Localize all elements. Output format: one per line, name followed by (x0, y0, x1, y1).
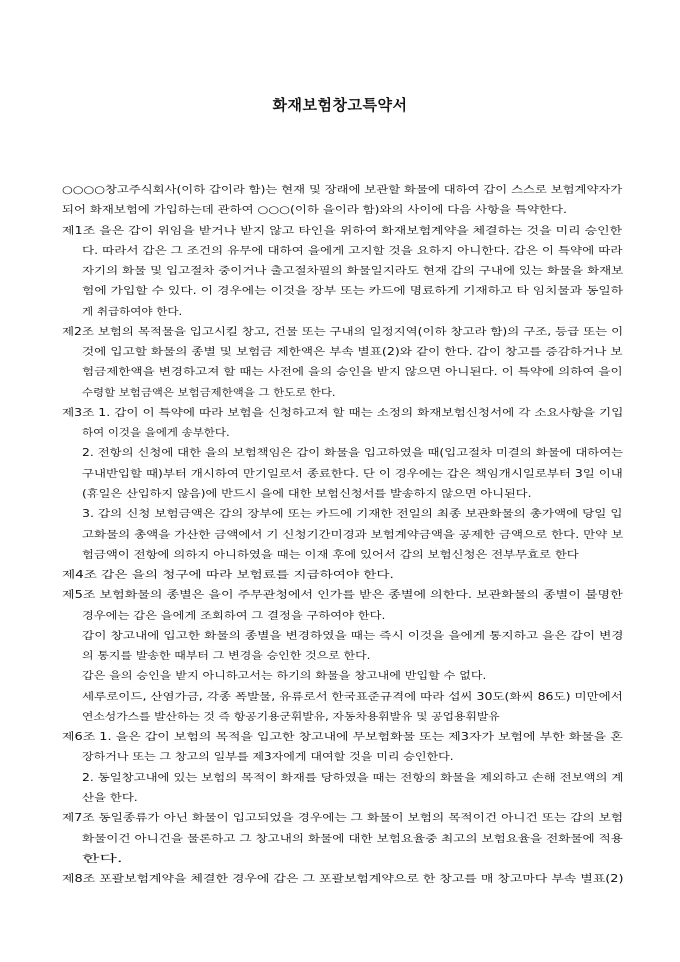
article-7-line-3: 한다. (82, 852, 123, 865)
article-3-line-1: 제3조 1. 갑이 이 특약에 따라 보험을 신청하고져 할 때는 소정의 화재보험신청서에 각 소요사항을 기입 (62, 406, 624, 419)
article-5-line-6: 세루로이드, 산염가금, 각종 폭발물, 유류로서 한국표준규격에 따라 섭씨 30도(화씨 86도) 미만에서 (82, 690, 623, 703)
intro-line-1: ○○○○창고주식회사(이하 갑이라 함)는 현재 및 장래에 보관할 화물에 대하여 갑이 스스로 보험계약자가 (62, 184, 623, 196)
article-5-line-2: 경우에는 갑은 을에게 조회하여 그 결정을 구하여야 한다. (82, 609, 386, 622)
article-1-line-2: 다. 따라서 갑은 그 조건의 유무에 대하여 을에게 고지할 것을 요하지 아니한다. 갑은 이 특약에 따라 (82, 244, 623, 257)
article-3-line-7: 고화물의 총액을 가산한 금액에서 기 신청기간미경과 보험계약금액을 공제한 금액으로 한다. 만약 보 (82, 528, 624, 541)
article-2-line-3: 험금제한액을 변경하고져 할 때는 사전에 을의 승인을 받지 않으면 아니된다. 이 특약에 의하여 을이 (82, 366, 623, 379)
article-2-line-2: 것에 입고할 화물의 종별 및 보험금 제한액은 부속 별표(2)와 같이 한다. 갑이 창고를 증감하거나 보 (82, 346, 623, 359)
article-5-line-5: 갑은 을의 승인을 받지 아니하고서는 하기의 화물을 창고내에 반입할 수 없다. (82, 670, 487, 683)
document-title: 화재보험창고특약서 (272, 96, 408, 114)
article-7-line-1: 제7조 동일종류가 아닌 화물이 입고되었을 경우에는 그 화물이 보험의 목적이건 아니건 또는 갑의 보험 (62, 812, 624, 825)
article-1-line-1: 제1조 을은 갑이 위임을 받거나 받지 않고 타인을 위하여 화재보험계약을 체결하는 것을 미리 승인한 (62, 224, 623, 237)
article-6-line-2: 장하거나 또는 그 창고의 일부를 제3자에게 대여할 것을 미리 승인한다. (82, 751, 454, 764)
article-5-line-3: 갑이 창고내에 입고한 화물의 종별을 변경하였을 때는 즉시 이것을 을에게 통지하고 을은 갑이 변경 (82, 629, 624, 642)
article-6-line-4: 산을 한다. (82, 791, 138, 804)
article-1-line-3: 자기의 화물 및 입고절차 중이거나 출고절차필의 화물일지라도 현재 갑의 구내에 있는 화물을 화재보 (82, 265, 624, 278)
article-1-line-4: 험에 가입할 수 있다. 이 경우에는 이것을 장부 또는 카드에 명료하게 기재하고 타 임치물과 동일하 (82, 285, 624, 298)
article-6-line-1: 제6조 1. 을은 갑이 보험의 목적을 입고한 창고내에 무보험화물 또는 제3자가 보험에 부한 화물을 혼 (62, 731, 623, 744)
article-3-line-5: (휴일은 산입하지 않음)에 반드시 을에 대한 보험신청서를 발송하지 않으면 아니된다. (82, 488, 532, 500)
article-5-line-4: 의 통지를 발송한 때부터 그 변경을 승인한 것으로 한다. (82, 650, 371, 663)
article-3-line-8: 험금액이 전항에 의하지 아니하였을 때는 이재 후에 있어서 갑의 보험신청은 전부무효로 한다 (82, 548, 579, 561)
article-8-line-1: 제8조 포괄보험계약을 체결한 경우에 갑은 그 포괄보험계약으로 한 창고를 매 창고마다 부속 별표(2) (62, 873, 624, 885)
article-7-line-2: 화물이건 아니건을 물론하고 그 창고내의 화물에 대한 보험요율중 최고의 보험요율을 전화물에 적용 (82, 832, 623, 845)
article-3-line-2: 하여 이것을 을에게 송부한다. (82, 427, 230, 440)
article-3-line-4: 구내반입할 때)부터 개시하여 만기일로서 종료한다. 단 이 경우에는 갑은 책임개시일로부터 3일 이내 (82, 467, 623, 480)
article-3-line-3: 2. 전항의 신청에 대한 을의 보험책임은 갑이 화물을 입고하였을 때(입고절차 미결의 화물에 대하여는 (82, 447, 624, 460)
intro-line-2: 되어 화재보험에 가입하는데 관하여 ○○○(이하 을이라 함)와의 사이에 다음 사항을 특약한다. (62, 204, 567, 217)
article-3-line-6: 3. 갑의 신청 보험금액은 갑의 장부에 또는 카드에 기재한 전일의 최종 보관화물의 총가액에 당일 입 (82, 508, 623, 521)
article-2-line-1: 제2조 보험의 목적물을 입고시킬 창고, 건물 또는 구내의 일정지역(이하 창고라 함)의 구조, 등급 또는 이 (62, 325, 624, 338)
article-5-line-7: 연소성가스를 발산하는 것 즉 항공기용군휘발유, 자동차용휘발유 및 공업용휘발유 (82, 710, 500, 723)
article-1-line-5: 게 취급하여야 한다. (82, 305, 183, 318)
article-6-line-3: 2. 동일창고내에 있는 보험의 목적이 화재를 당하였을 때는 전항의 화물을 제외하고 손해 전보액의 계 (82, 771, 624, 784)
article-5-line-1: 제5조 보험화물의 종별은 을이 주무관청에서 인가를 받은 종별에 의한다. 보관화물의 종별이 불명한 (62, 589, 623, 602)
article-4-line-1: 제4조 갑은 을의 청구에 따라 보험료를 지급하여야 한다. (62, 569, 394, 581)
article-2-line-4: 수령할 보험금액은 보험금제한액을 그 한도로 한다. (82, 386, 336, 399)
